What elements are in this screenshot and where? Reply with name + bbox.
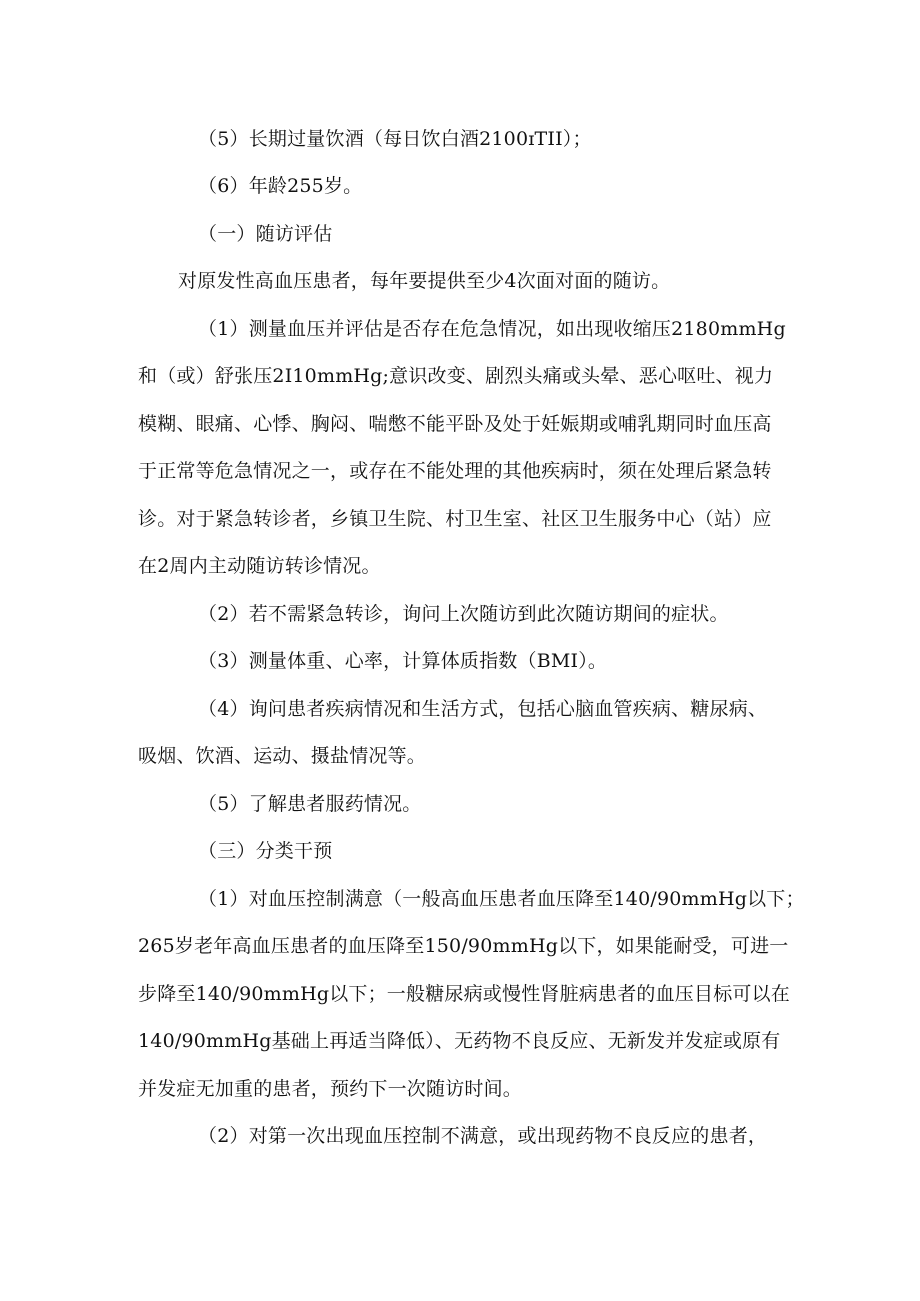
item-medication: （5）了解患者服药情况。 (198, 793, 422, 815)
item-age: （6）年龄255岁。 (198, 175, 363, 197)
item-measure-bp-cont-1: 和（或）舒张压2I10mmHg;意识改变、剧烈头痛或头晕、恶心呕吐、视力 (138, 365, 774, 387)
item-weight-bmi: （3）测量体重、心率，计算体质指数（BMI）。 (198, 650, 608, 672)
section-heading-followup: （一）随访评估 (198, 223, 333, 245)
item-measure-bp-cont-5: 在2周内主动随访转诊情况。 (138, 555, 381, 577)
item-lifestyle-cont: 吸烟、饮酒、运动、摄盐情况等。 (138, 745, 427, 767)
item-measure-bp-cont-4: 诊。对于紧急转诊者，乡镇卫生院、村卫生室、社区卫生服务中心（站）应 (138, 508, 772, 530)
item-bp-satisfied-cont-2: 步降至140/90mmHg以下；一般糖尿病或慢性肾脏病患者的血压目标可以在 (138, 983, 791, 1005)
item-measure-bp-cont-2: 模糊、眼痛、心悸、胸闷、喘憋不能平卧及处于妊娠期或哺乳期同时血压高 (138, 413, 772, 435)
item-bp-satisfied-cont-3: 140/90mmHg基础上再适当降低）、无药物不良反应、无新发并发症或原有 (138, 1030, 781, 1052)
item-bp-unsatisfied: （2）对第一次出现血压控制不满意，或出现药物不良反应的患者， (198, 1125, 768, 1147)
item-bp-satisfied-cont-1: 265岁老年高血压患者的血压降至150/90mmHg以下，如果能耐受，可进一 (138, 935, 789, 957)
item-lifestyle: （4）询问患者疾病情况和生活方式，包括心脑血管疾病、糖尿病、 (198, 698, 768, 720)
item-measure-bp-cont-3: 于正常等危急情况之一，或存在不能处理的其他疾病时，须在处理后紧急转 (138, 460, 772, 482)
item-symptoms: （2）若不需紧急转诊，询问上次随访到此次随访期间的症状。 (198, 603, 729, 625)
item-measure-bp: （1）测量血压并评估是否存在危急情况，如出现收缩压2180mmHg (198, 318, 786, 340)
paragraph-followup-intro: 对原发性高血压患者，每年要提供至少4次面对面的随访。 (178, 270, 671, 292)
section-heading-intervention: （三）分类干预 (198, 840, 333, 862)
item-alcohol: （5）长期过量饮酒（每日饮白酒2100ɪTII）； (198, 128, 592, 150)
item-bp-satisfied-cont-4: 并发症无加重的患者，预约下一次随访时间。 (138, 1078, 523, 1100)
item-bp-satisfied: （1）对血压控制满意（一般高血压患者血压降至140/90mmHg以下； (198, 888, 805, 910)
